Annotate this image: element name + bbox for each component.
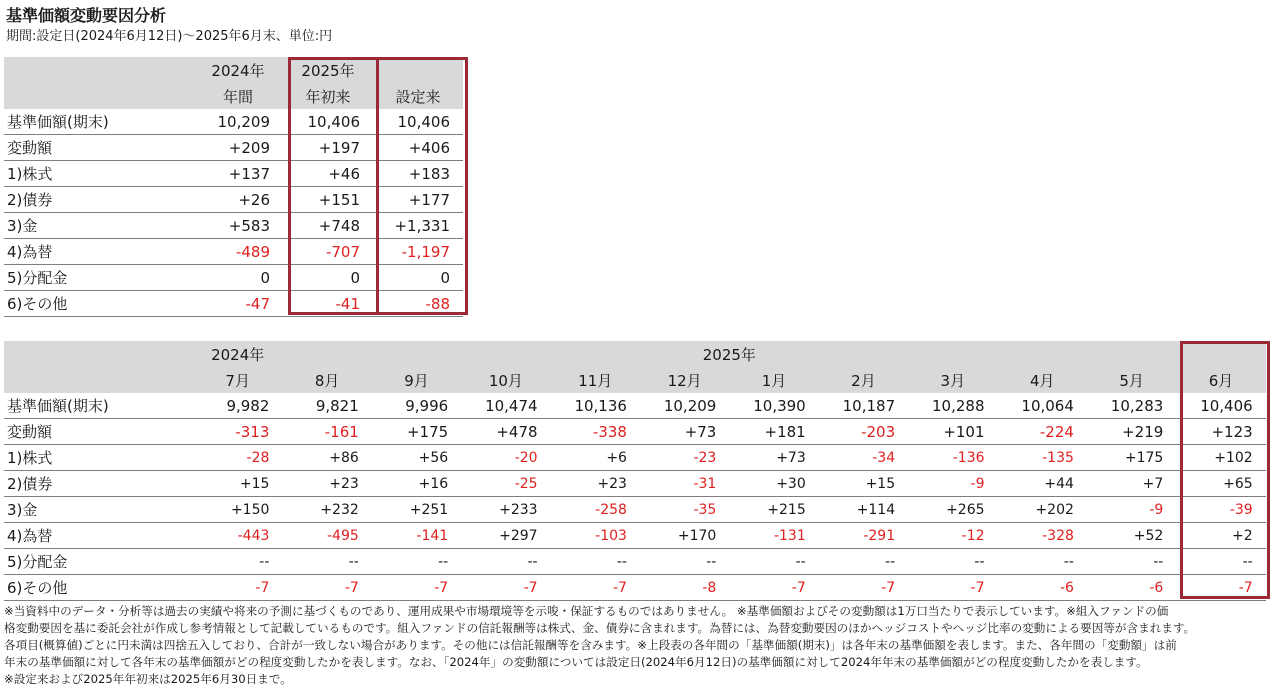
value-cell: +30 <box>729 471 818 497</box>
value-cell: +219 <box>1087 419 1176 445</box>
value-cell: -7 <box>819 575 908 601</box>
value-cell: -258 <box>551 497 640 523</box>
month-header: 3月 <box>908 367 997 393</box>
value-cell: 0 <box>283 265 373 291</box>
table-row <box>4 187 463 213</box>
monthly-header-row-years <box>4 341 1266 367</box>
row-label: 基準価額(期末) <box>4 109 193 135</box>
value-cell: 9,982 <box>193 393 282 419</box>
value-cell: -7 <box>1176 575 1265 601</box>
row-label: 6)その他 <box>4 575 193 601</box>
value-cell: -131 <box>729 523 818 549</box>
value-cell: -9 <box>908 471 997 497</box>
value-cell: +16 <box>372 471 461 497</box>
header-blank-cell <box>4 367 193 393</box>
value-cell: -707 <box>283 239 373 265</box>
value-cell: +26 <box>193 187 283 213</box>
value-cell: -7 <box>461 575 550 601</box>
value-cell: -161 <box>282 419 371 445</box>
value-cell: -34 <box>819 445 908 471</box>
value-cell: -- <box>282 549 371 575</box>
table-row <box>4 497 1266 523</box>
value-cell: +202 <box>998 497 1087 523</box>
value-cell: +251 <box>372 497 461 523</box>
month-header: 4月 <box>998 367 1087 393</box>
value-cell: +102 <box>1176 445 1265 471</box>
row-label: 1)株式 <box>4 161 193 187</box>
table-row <box>4 291 463 317</box>
value-cell: 10,209 <box>193 109 283 135</box>
value-cell: -203 <box>819 419 908 445</box>
value-cell: -291 <box>819 523 908 549</box>
value-cell: -224 <box>998 419 1087 445</box>
column-header-line1: 2025年 <box>283 57 373 83</box>
value-cell: 0 <box>373 265 463 291</box>
monthly-header-row-months <box>4 367 1266 393</box>
month-header: 12月 <box>640 367 729 393</box>
value-cell: -- <box>461 549 550 575</box>
value-cell: -313 <box>193 419 282 445</box>
value-cell: -141 <box>372 523 461 549</box>
month-header: 11月 <box>551 367 640 393</box>
year-header-2025: 2025年 <box>282 341 1176 367</box>
value-cell: 10,136 <box>551 393 640 419</box>
value-cell: -25 <box>461 471 550 497</box>
value-cell: +406 <box>373 135 463 161</box>
note-line: 各項目(概算値)ごとに円未満は四捨五入しており、合計が一致しない場合があります。その他には信託報酬等を含みます。※上段表の各年間の「基準価額(期末)」は各年末の基準価額を表します。また、各年間の「変動額」は前 <box>4 638 1177 652</box>
table-row <box>4 109 463 135</box>
month-header: 5月 <box>1087 367 1176 393</box>
summary-table <box>4 57 463 317</box>
value-cell: +197 <box>283 135 373 161</box>
value-cell: 10,406 <box>1176 393 1265 419</box>
note-line: ※設定来および2025年年初来は2025年6月30日まで。 <box>4 672 292 686</box>
value-cell: +151 <box>283 187 373 213</box>
value-cell: -- <box>1087 549 1176 575</box>
value-cell: +44 <box>998 471 1087 497</box>
value-cell: -41 <box>283 291 373 317</box>
value-cell: +265 <box>908 497 997 523</box>
value-cell: 10,474 <box>461 393 550 419</box>
value-cell: -39 <box>1176 497 1265 523</box>
value-cell: 10,064 <box>998 393 1087 419</box>
row-label: 4)為替 <box>4 239 193 265</box>
value-cell: +177 <box>373 187 463 213</box>
month-header: 9月 <box>372 367 461 393</box>
value-cell: -47 <box>193 291 283 317</box>
value-cell: -- <box>640 549 729 575</box>
value-cell: 9,996 <box>372 393 461 419</box>
header-blank-cell <box>1176 341 1265 367</box>
header-blank-cell <box>4 83 193 109</box>
value-cell: +232 <box>282 497 371 523</box>
year-header-2024: 2024年 <box>193 341 282 367</box>
page-title: 基準価額変動要因分析 <box>6 6 167 25</box>
value-cell: -31 <box>640 471 729 497</box>
value-cell: -1,197 <box>373 239 463 265</box>
value-cell: -6 <box>998 575 1087 601</box>
table-row <box>4 419 1266 445</box>
value-cell: -- <box>551 549 640 575</box>
value-cell: +7 <box>1087 471 1176 497</box>
table-row <box>4 265 463 291</box>
row-label: 5)分配金 <box>4 549 193 575</box>
month-header: 10月 <box>461 367 550 393</box>
value-cell: -20 <box>461 445 550 471</box>
value-cell: -7 <box>908 575 997 601</box>
value-cell: +183 <box>373 161 463 187</box>
column-header-line1 <box>373 57 463 83</box>
row-label: 変動額 <box>4 419 193 445</box>
value-cell: 9,821 <box>282 393 371 419</box>
value-cell: +170 <box>640 523 729 549</box>
value-cell: +297 <box>461 523 550 549</box>
row-label: 基準価額(期末) <box>4 393 193 419</box>
value-cell: +233 <box>461 497 550 523</box>
value-cell: -- <box>1176 549 1265 575</box>
value-cell: 10,390 <box>729 393 818 419</box>
table-row <box>4 393 1266 419</box>
table-row <box>4 575 1266 601</box>
table-row <box>4 523 1266 549</box>
value-cell: +123 <box>1176 419 1265 445</box>
month-header: 1月 <box>729 367 818 393</box>
value-cell: 0 <box>193 265 283 291</box>
value-cell: +175 <box>1087 445 1176 471</box>
column-header-line2: 年間 <box>193 83 283 109</box>
disclaimer-notes <box>4 603 1278 688</box>
table-row <box>4 213 463 239</box>
table-row <box>4 445 1266 471</box>
value-cell: -7 <box>372 575 461 601</box>
value-cell: +73 <box>640 419 729 445</box>
row-label: 変動額 <box>4 135 193 161</box>
value-cell: +23 <box>282 471 371 497</box>
month-header: 6月 <box>1176 367 1265 393</box>
table-row <box>4 239 463 265</box>
value-cell: -495 <box>282 523 371 549</box>
value-cell: +583 <box>193 213 283 239</box>
row-label: 3)金 <box>4 497 193 523</box>
value-cell: -135 <box>998 445 1087 471</box>
value-cell: -- <box>908 549 997 575</box>
month-header: 7月 <box>193 367 282 393</box>
value-cell: +101 <box>908 419 997 445</box>
value-cell: -12 <box>908 523 997 549</box>
row-label: 2)債券 <box>4 187 193 213</box>
value-cell: -- <box>372 549 461 575</box>
value-cell: -136 <box>908 445 997 471</box>
value-cell: -443 <box>193 523 282 549</box>
value-cell: +478 <box>461 419 550 445</box>
value-cell: -23 <box>640 445 729 471</box>
value-cell: +65 <box>1176 471 1265 497</box>
value-cell: +86 <box>282 445 371 471</box>
month-header: 2月 <box>819 367 908 393</box>
row-label: 2)債券 <box>4 471 193 497</box>
value-cell: +748 <box>283 213 373 239</box>
value-cell: +46 <box>283 161 373 187</box>
summary-header-row-1 <box>4 57 463 83</box>
value-cell: -328 <box>998 523 1087 549</box>
monthly-table <box>4 341 1266 601</box>
value-cell: +137 <box>193 161 283 187</box>
column-header-line2: 年初来 <box>283 83 373 109</box>
value-cell: 10,406 <box>373 109 463 135</box>
value-cell: +215 <box>729 497 818 523</box>
value-cell: +15 <box>819 471 908 497</box>
value-cell: 10,406 <box>283 109 373 135</box>
value-cell: +52 <box>1087 523 1176 549</box>
row-label: 4)為替 <box>4 523 193 549</box>
table-row <box>4 135 463 161</box>
value-cell: +56 <box>372 445 461 471</box>
value-cell: +209 <box>193 135 283 161</box>
value-cell: 10,288 <box>908 393 997 419</box>
value-cell: +175 <box>372 419 461 445</box>
row-label: 1)株式 <box>4 445 193 471</box>
value-cell: -489 <box>193 239 283 265</box>
column-header-line2: 設定来 <box>373 83 463 109</box>
value-cell: -- <box>819 549 908 575</box>
value-cell: -- <box>729 549 818 575</box>
value-cell: +6 <box>551 445 640 471</box>
value-cell: -7 <box>193 575 282 601</box>
value-cell: -7 <box>729 575 818 601</box>
value-cell: -6 <box>1087 575 1176 601</box>
value-cell: -7 <box>551 575 640 601</box>
table-row <box>4 161 463 187</box>
column-header-line1: 2024年 <box>193 57 283 83</box>
summary-header-row-2 <box>4 83 463 109</box>
value-cell: -- <box>193 549 282 575</box>
period-subtitle: 期間:設定日(2024年6月12日)～2025年6月末、単位:円 <box>6 29 333 44</box>
value-cell: 10,283 <box>1087 393 1176 419</box>
value-cell: -28 <box>193 445 282 471</box>
value-cell: +181 <box>729 419 818 445</box>
value-cell: 10,187 <box>819 393 908 419</box>
value-cell: -35 <box>640 497 729 523</box>
note-line: 格変動要因を基に委託会社が作成し参考情報として記載しているものです。組入ファンドの信託報酬等は株式、金、債券に含まれます。為替には、為替変動要因のほかヘッジコストやヘッジ比率の変動による要因等が含まれます。 <box>4 621 1196 635</box>
table-row <box>4 549 1266 575</box>
header-blank-cell <box>4 57 193 83</box>
value-cell: -88 <box>373 291 463 317</box>
value-cell: -338 <box>551 419 640 445</box>
note-line: ※当資料中のデータ・分析等は過去の実績や将来の予測に基づくものであり、運用成果や市場環境等を示唆・保証するものではありません。 ※基準価額およびその変動額は1万口当たりで表示しています。※組入ファンドの価 <box>4 604 1169 618</box>
value-cell: 10,209 <box>640 393 729 419</box>
value-cell: +150 <box>193 497 282 523</box>
row-label: 5)分配金 <box>4 265 193 291</box>
header-blank-cell <box>4 341 193 367</box>
value-cell: -103 <box>551 523 640 549</box>
month-header: 8月 <box>282 367 371 393</box>
value-cell: +2 <box>1176 523 1265 549</box>
value-cell: +73 <box>729 445 818 471</box>
value-cell: -8 <box>640 575 729 601</box>
value-cell: +23 <box>551 471 640 497</box>
value-cell: +15 <box>193 471 282 497</box>
value-cell: -7 <box>282 575 371 601</box>
value-cell: +114 <box>819 497 908 523</box>
note-line: 年末の基準価額に対して各年末の基準価額がどの程度変動したかを表します。なお、「2024年」の変動額については設定日(2024年6月12日)の基準価額に対して2024年年末の基準価額がどの程度変動したかを表します。 <box>4 655 1148 669</box>
row-label: 3)金 <box>4 213 193 239</box>
value-cell: +1,331 <box>373 213 463 239</box>
row-label: 6)その他 <box>4 291 193 317</box>
value-cell: -- <box>998 549 1087 575</box>
table-row <box>4 471 1266 497</box>
value-cell: -9 <box>1087 497 1176 523</box>
